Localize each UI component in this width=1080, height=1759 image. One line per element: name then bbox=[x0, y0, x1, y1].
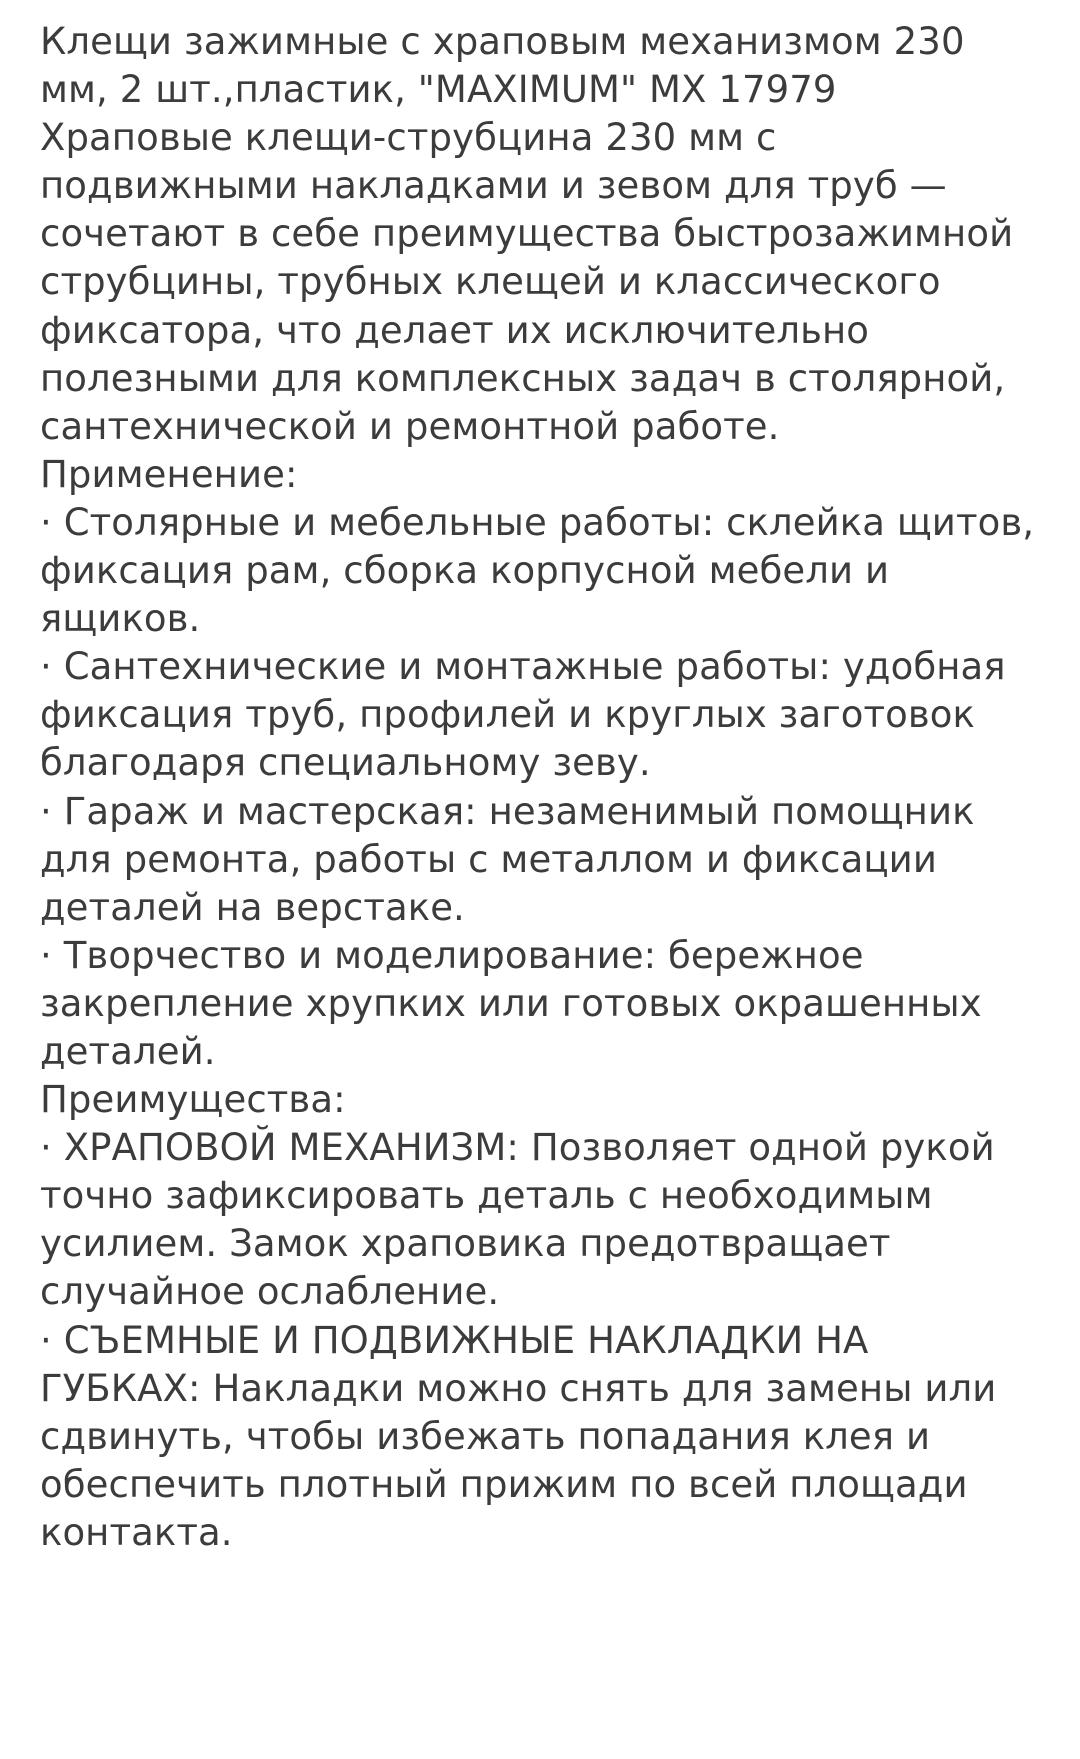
application-item-2: · Сантехнические и монтажные работы: удобная фиксация труб, профилей и круглых заготовок благодаря специальному зеву. bbox=[40, 645, 1006, 785]
application-item-1: · Столярные и мебельные работы: склейка щитов, фиксация рам, сборка корпусной мебели и ящиков. bbox=[40, 500, 1035, 641]
advantage-item-1: · ХРАПОВОЙ МЕХАНИЗМ: Позволяет одной рукой точно зафиксировать деталь с необходимым усилием. Замок храповика предотвращает случайное ослабление. bbox=[40, 1126, 995, 1314]
advantage-item-2: · СЪЕМНЫЕ И ПОДВИЖНЫЕ НАКЛАДКИ НА ГУБКАХ: Накладки можно снять для замены или сдвинуть, чтобы избежать попадания клея и обеспечить плотный прижим по всей площади контакта. bbox=[40, 1318, 997, 1554]
section-label-application: Применение: bbox=[40, 452, 298, 496]
application-item-4: · Творчество и моделирование: бережное закрепление хрупких или готовых окрашенных деталей. bbox=[40, 933, 982, 1073]
product-title: Клещи зажимные с храповым механизмом 230 мм, 2 шт.,пластик, "MAXIMUM" MX 17979 bbox=[40, 20, 965, 112]
product-description bbox=[40, 18, 1040, 1557]
product-intro-paragraph: Храповые клещи-струбцина 230 мм с подвижными накладками и зевом для труб — сочетают в себе преимущества быстрозажимной струбцины, трубных клещей и классического фиксатора, что делает их исключительно полезными для комплексных задач в столярной, сантехнической и ремонтной работе. bbox=[40, 116, 1014, 448]
application-item-3: · Гараж и мастерская: незаменимый помощник для ремонта, работы с металлом и фиксации деталей на верстаке. bbox=[40, 789, 975, 929]
section-label-advantages: Преимущества: bbox=[40, 1078, 346, 1122]
